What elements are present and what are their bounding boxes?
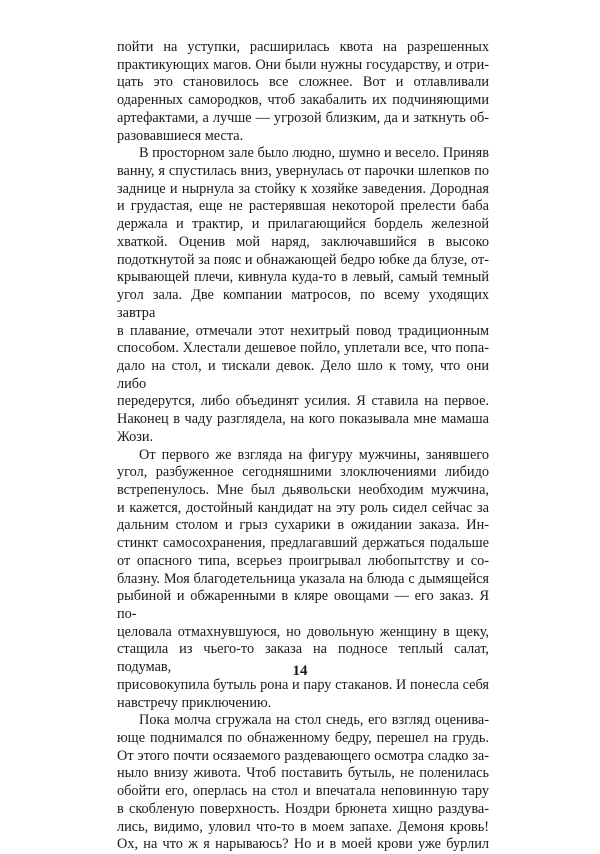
text-line: передерутся, либо объединят усилия. Я ставила на первое.: [117, 393, 489, 410]
text-line: крывающей плечи, кивнула куда-то в левый, самый темный: [117, 269, 489, 286]
text-line: От этого почти осязаемого раздевающего осмотра сладко за-: [117, 747, 489, 764]
text-line: одаренных самородков, чтоб закабалить их подчиняющими: [117, 92, 489, 109]
text-line: практикующих магов. Они были нужны государству, и отри-: [117, 56, 489, 73]
page-number: 14: [292, 663, 308, 679]
text-line: присовокупила бутыль рона и пару стаканов. И понесла себя: [117, 676, 489, 693]
text-line: хваткой. Оценив мой наряд, заключавшийся в высоко: [117, 233, 489, 250]
text-line: дало на стол, и тискали девок. Дело шло к тому, что они либо: [117, 357, 489, 392]
text-line: подоткнутой за пояс и обнажающей бедро юбке да блузе, от-: [117, 251, 489, 268]
text-line: и кажется, достойный кандидат на эту роль сидел сейчас за: [117, 499, 489, 516]
text-line: заднице и нырнула за стойку к хозяйке заведения. Дородная: [117, 180, 489, 197]
text-line: В просторном зале было людно, шумно и весело. Приняв: [139, 145, 489, 162]
text-line: способом. Хлестали дешевое пойло, уплетали все, что попа-: [117, 340, 489, 357]
text-line: встрепенулось. Мне был дьявольски необходим мужчина,: [117, 481, 489, 498]
text-line: разовавшиеся места.: [117, 127, 244, 144]
text-line: Ох, на что ж я нарываюсь? Но и в моей крови уже бурлил: [117, 836, 489, 853]
text-line: ванну, я спустилась вниз, увернулась от парочки шлепков по: [117, 163, 489, 180]
text-line: навстречу приключению.: [117, 694, 272, 711]
text-line: юще поднимался по обнаженному бедру, перешел на грудь.: [117, 730, 489, 747]
text-line: целовала отмахнувшуюся, но довольную женщину в щеку,: [117, 623, 489, 640]
text-line: угол, разбуженное сегодняшними злоключениями либидо: [117, 464, 489, 481]
text-line: Жози.: [117, 428, 154, 445]
text-line: угол зала. Две компании матросов, по всему уходящих завтра: [117, 287, 489, 321]
text-line: рыбиной и обжаренными в кляре овощами — его заказ. Я по-: [117, 588, 489, 622]
text-line: блазну. Моя благодетельница указала на блюда с дымящейся: [117, 570, 489, 587]
text-line: от опасного типа, всерьез проигрывал любопытству и со-: [117, 552, 489, 569]
text-line: Пока молча сгружала на стол снедь, его взгляд оценива-: [139, 712, 489, 729]
text-line: и грудастая, еще не растерявшая некоторой прелести баба: [117, 198, 489, 215]
text-line: в плавание, отмечали этот нехитрый повод традиционным: [117, 322, 489, 339]
text-line: держала и трактир, и прилагающийся бордель железной: [117, 216, 489, 233]
text-line: стинкт самосохранения, предлагавший держаться подальше: [117, 535, 489, 552]
text-line: цать это становилось все сложнее. Вот и отлавливали: [117, 74, 489, 91]
text-line: пойти на уступки, расширилась квота на разрешенных: [117, 39, 489, 55]
text-line: ныло внизу живота. Чтоб поставить бутыль, не поленилась: [117, 765, 489, 782]
text-line: артефактами, а лучше — угрозой близким, да и заткнуть об-: [117, 109, 489, 126]
body-text: [117, 39, 489, 854]
text-line: Наконец в чаду разглядела, на кого показывала мне мамаша: [117, 411, 489, 428]
text-line: стащила из чьего-то заказа на подносе теплый салат, подумав,: [117, 641, 489, 676]
text-line: лись, видимо, уловил что-то в моем запахе. Демоня кровь!: [117, 818, 489, 835]
text-line: обойти его, оперлась на стол и впечатала неповинную тару: [117, 783, 489, 800]
text-line: дальним столом и грыз сухарики в ожидании заказа. Ин-: [117, 517, 489, 534]
text-line: в скобленую поверхность. Ноздри брюнета хищно раздува-: [117, 800, 489, 817]
text-line: От первого же взгляда на фигуру мужчины, занявшего: [139, 446, 489, 463]
